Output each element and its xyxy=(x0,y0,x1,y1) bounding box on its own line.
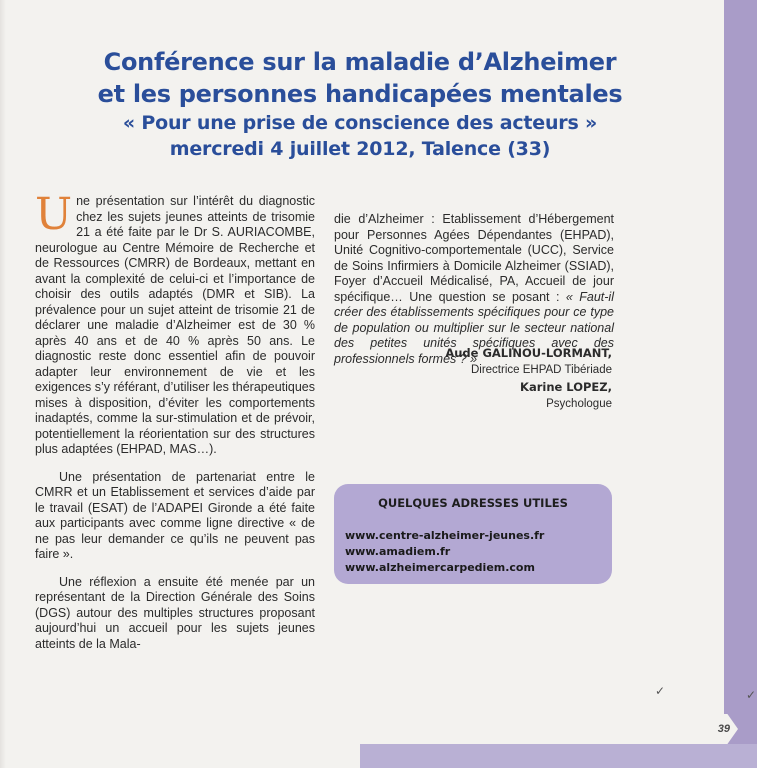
drop-cap: U xyxy=(35,189,73,240)
address-link[interactable]: www.alzheimercarpediem.com xyxy=(345,561,535,574)
address-link[interactable]: www.centre-alzheimer-jeunes.fr xyxy=(345,529,545,542)
paragraph-4-quote: « Faut-il créer des établissements spécifiques pour ce type de population ou multiplier sur le secteur national des petites unités spécifiques avec des professionnels formés ? » xyxy=(334,289,614,366)
title-line-1: Conférence sur la maladie d’Alzheimer xyxy=(103,48,617,76)
left-page-bleed xyxy=(0,0,6,768)
paragraph-2: Une présentation de partenariat entre le CMRR et un Etablissement et services d’aide par le travail (ESAT) de l’ADAPEI Gironde a été faite aux participants avec comme ligne directive « de ne pas leur demander ce qu’ils ne peuvent pas faire ». xyxy=(35,469,315,561)
article-header xyxy=(30,46,690,162)
title-line-2: et les personnes handicapées mentales xyxy=(97,80,623,108)
addresses-list xyxy=(345,528,605,576)
right-side-band xyxy=(724,0,757,768)
paragraph-4 xyxy=(334,212,614,367)
addresses-box-title: QUELQUES ADRESSES UTILES xyxy=(378,496,568,510)
paragraph-4-text: die d’Alzheimer : Etablissement d’Hébergement pour Personnes Agées Dépendantes (EHPAD), Unité Cognitivo-comportementale (UCC), Service de Soins Infirmiers à Domicile Alzheimer (SSIAD), Foyer d’Accueil Médicalisé, PA, Accueil de jour spécifique… Une question se posant : xyxy=(334,212,614,304)
page-number: 39 xyxy=(717,723,730,735)
left-column xyxy=(35,189,316,664)
author-1-name: Aude GALINOU-LORMANT, xyxy=(445,346,612,360)
author-2-role: Psychologue xyxy=(546,398,612,410)
paragraph-1-text: ne présentation sur l’intérêt du diagnostic chez les sujets jeunes atteints de trisomie 21 a été faite par le Dr S. AURIACOMBE, neurologue au Centre Mémoire de Recherche et de Ressources (CMRR) de Bordeaux, mettant en avant la complexité de celui-ci et l’importance de choisir des outils adaptés (DMR et SIB). La prévalence pour un sujet atteint de trisomie 21 de déclarer une maladie d’Alzheimer est de 30 % après 40 ans et de 40 % après 50 ans. Le diagnostic reste donc essentiel afin de pouvoir adapter leur environnement de vie et les exigences s’y référant, d’utiliser les thérapeutiques mises à disposition, d’éviter les comportements inadaptés, comme la sur-stimulation et de prévoir, potentiellement la réorientation sur des structures plus adaptées (EHPAD, MAS…). xyxy=(35,194,316,456)
subtitle: « Pour une prise de conscience des acteurs » xyxy=(122,112,598,134)
print-mark-icon: ✓ xyxy=(746,688,757,702)
addresses-box xyxy=(334,484,612,584)
print-mark-icon: ✓ xyxy=(655,684,666,698)
author-1-role: Directrice EHPAD Tibériade xyxy=(470,364,612,376)
date-line: mercredi 4 juillet 2012, Talence (33) xyxy=(169,138,551,160)
address-link[interactable]: www.amadiem.fr xyxy=(345,545,451,558)
paragraph-3: Une réflexion a ensuite été menée par un représentant de la Direction Générale des Soins (DGS) autour des multiples structures proposant aujourd’hui un accueil pour les sujets jeunes atteints de la Mala- xyxy=(35,574,315,651)
paragraph-1 xyxy=(35,189,316,458)
bottom-band xyxy=(360,744,757,768)
signature-block xyxy=(400,345,612,413)
author-2-name: Karine LOPEZ, xyxy=(520,380,612,394)
